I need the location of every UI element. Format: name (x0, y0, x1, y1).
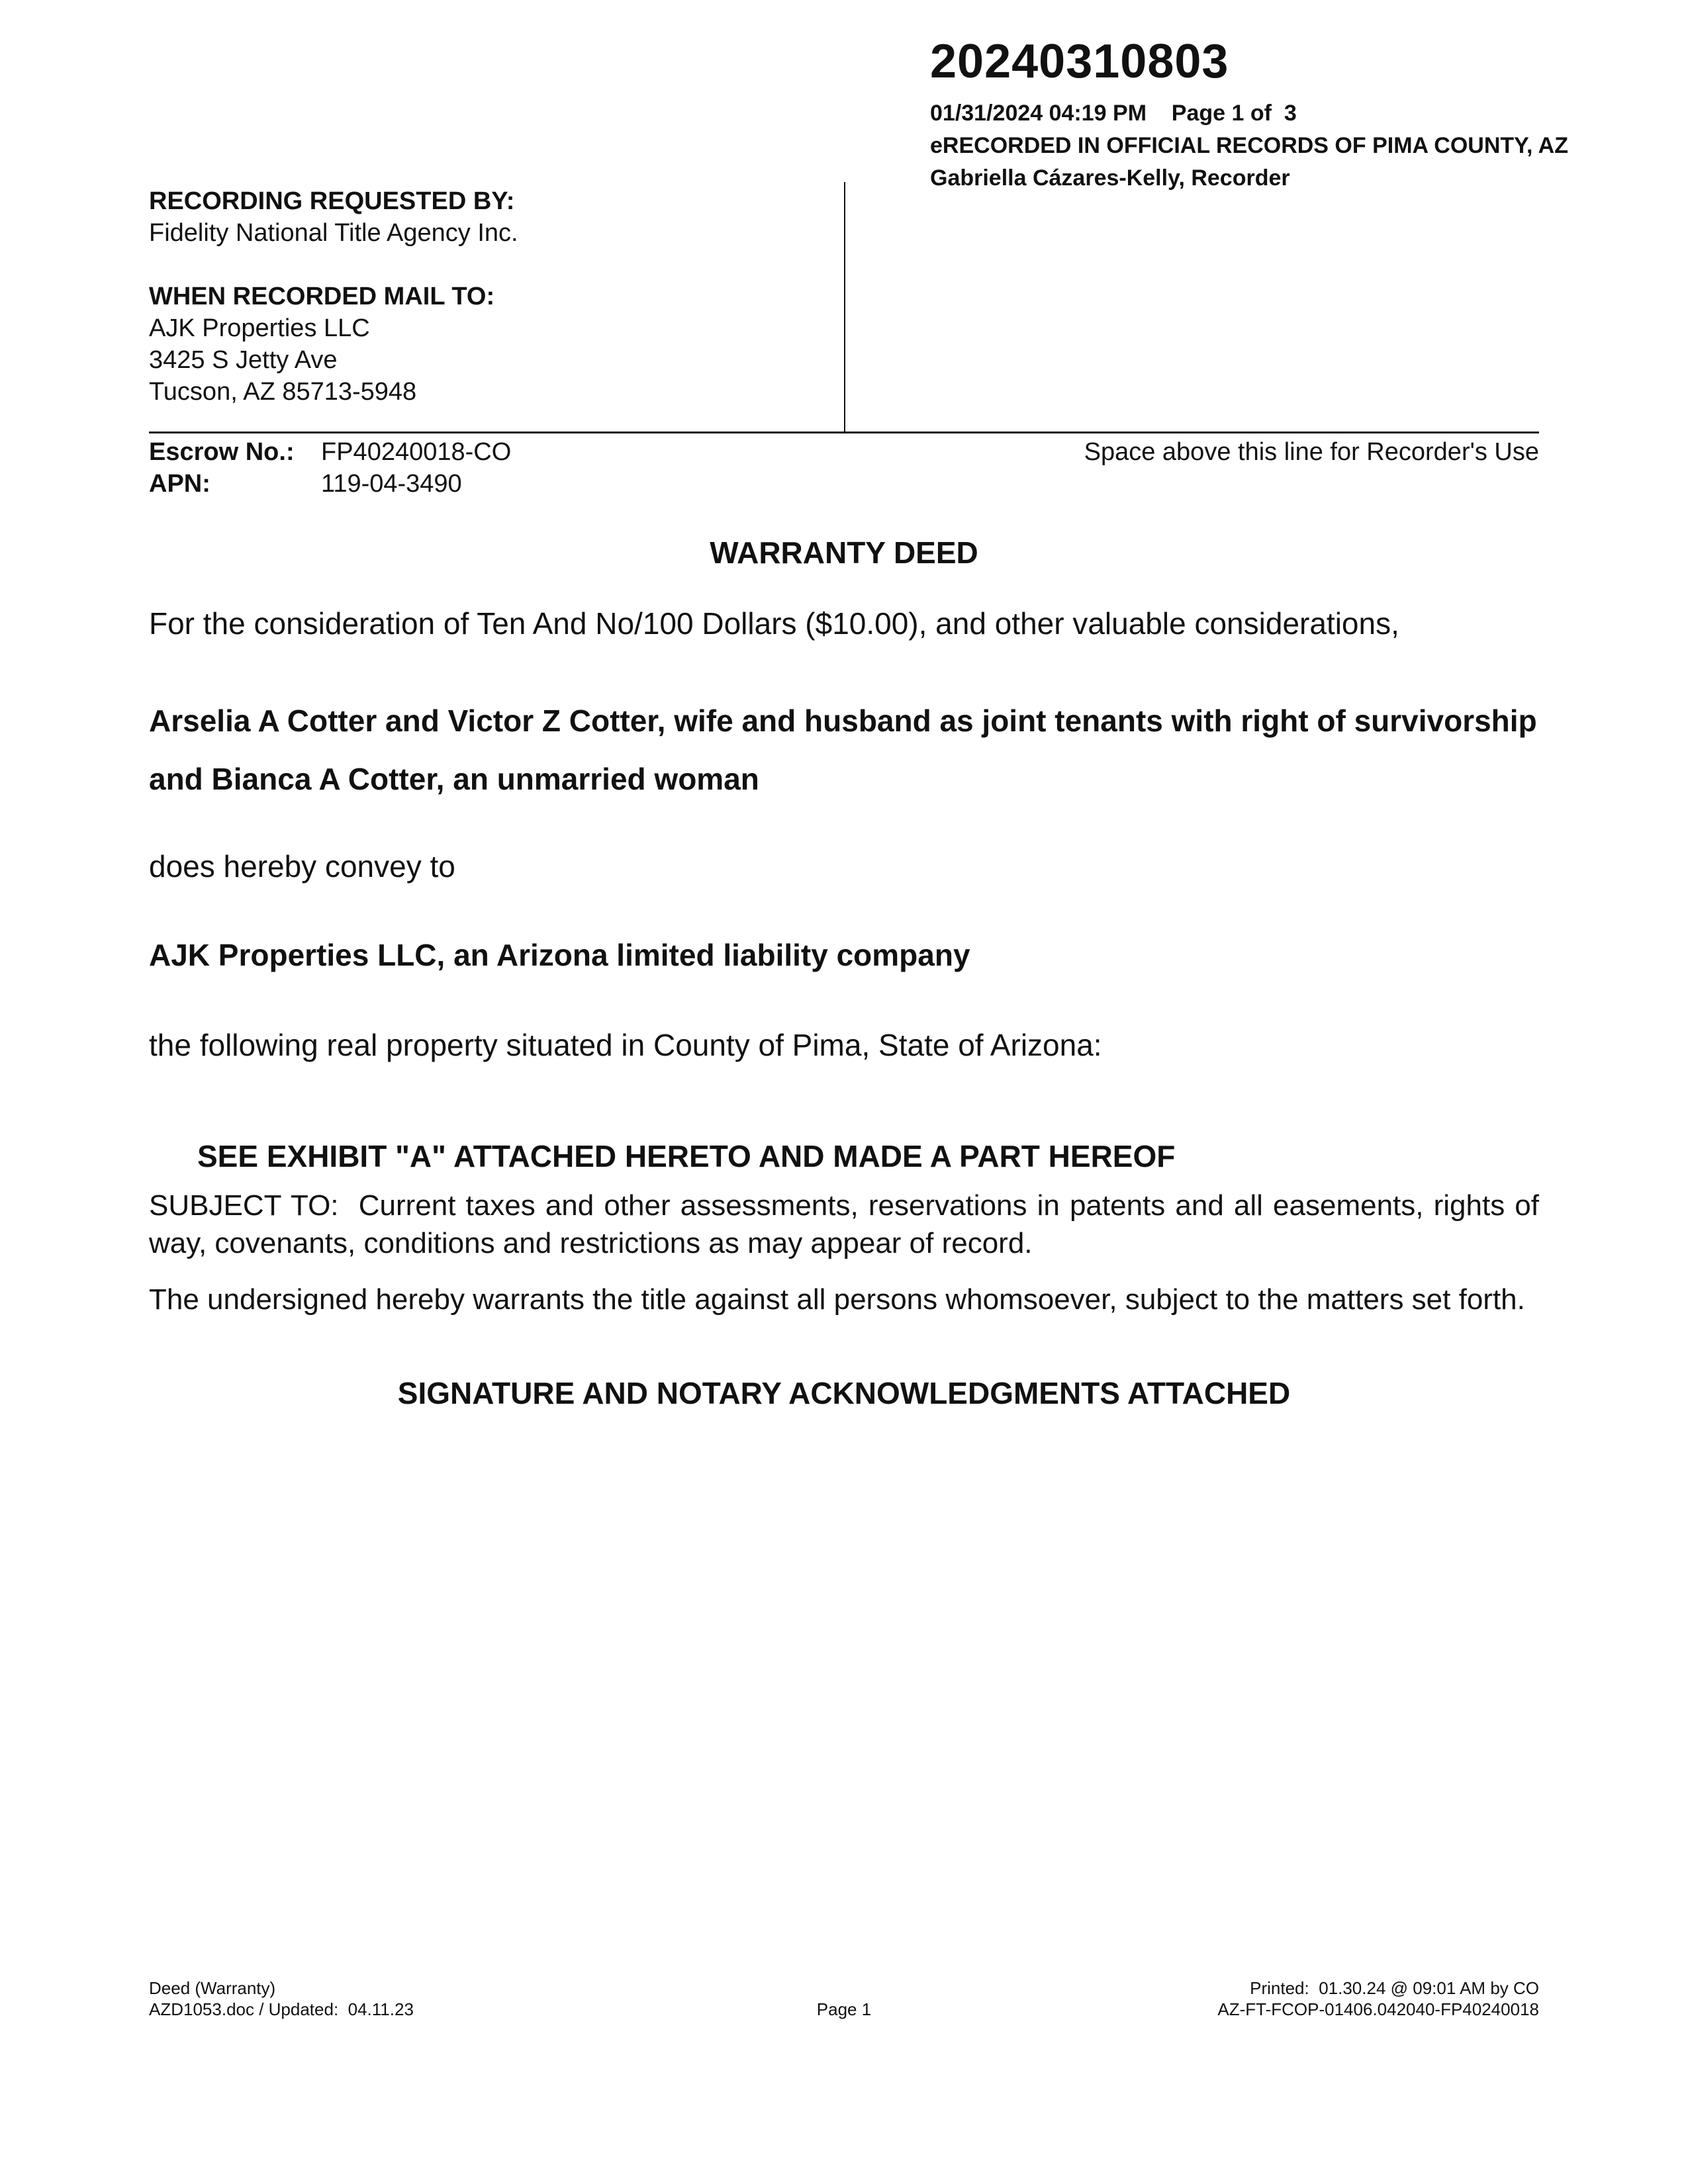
subject-to-clause: SUBJECT TO: Current taxes and other assessments, reservations in patents and all easements, rights of way, covenants, conditions and restrictions as may appear of record. (149, 1189, 1548, 1259)
document-number: 20240310803 (930, 35, 1229, 88)
mail-to-line: AJK Properties LLC (149, 314, 370, 342)
convey-text: does hereby convey to (149, 849, 455, 884)
footer-doc-type: Deed (Warranty) (149, 1978, 276, 1998)
signature-attached-note: SIGNATURE AND NOTARY ACKNOWLEDGMENTS ATTACHED (397, 1376, 1291, 1410)
recording-office: eRECORDED IN OFFICIAL RECORDS OF PIMA COUNTY, AZ (930, 133, 1569, 158)
warranty-clause: The undersigned hereby warrants the title against all persons whomsoever, subject to the matters set forth. (149, 1283, 1525, 1316)
mail-to-label: WHEN RECORDED MAIL TO: (149, 283, 495, 310)
mail-to-line: 3425 S Jetty Ave (149, 346, 338, 374)
property-location: the following real property situated in County of Pima, State of Arizona: (149, 1028, 1102, 1062)
mail-to-line: Tucson, AZ 85713-5948 (149, 378, 417, 406)
recording-requested-label: RECORDING REQUESTED BY: (149, 187, 515, 215)
vertical-divider (844, 182, 845, 432)
grantors: Arselia A Cotter and Victor Z Cotter, wife and husband as joint tenants with right of survivorship and Bianca A Cotter, an unmarried woman (149, 704, 1537, 796)
recording-date-page: 01/31/2024 04:19 PM Page 1 of 3 (930, 101, 1297, 126)
escrow-label: Escrow No.: (149, 438, 295, 466)
footer-page-number: Page 1 (816, 1999, 872, 2019)
grantee: AJK Properties LLC, an Arizona limited liability company (149, 938, 970, 972)
escrow-number: FP40240018-CO (321, 438, 512, 466)
recorder-use-note: Space above this line for Recorder's Use (1084, 438, 1539, 466)
document-title: WARRANTY DEED (710, 535, 978, 570)
footer-file-name: AZD1053.doc / Updated: 04.11.23 (149, 1999, 414, 2019)
recorder-name: Gabriella Cázares-Kelly, Recorder (930, 165, 1290, 191)
consideration-text: For the consideration of Ten And No/100 Dollars ($10.00), and other valuable considerations, (149, 606, 1399, 641)
recording-requested-value: Fidelity National Title Agency Inc. (149, 219, 518, 247)
footer-reference: AZ-FT-FCOP-01406.042040-FP40240018 (1217, 1999, 1539, 2019)
exhibit-reference: SEE EXHIBIT "A" ATTACHED HERETO AND MADE A PART HEREOF (197, 1139, 1176, 1173)
apn-number: 119-04-3490 (321, 470, 462, 498)
apn-label: APN: (149, 470, 211, 498)
footer-printed: Printed: 01.30.24 @ 09:01 AM by CO (1250, 1978, 1539, 1998)
recorder-space-divider (149, 432, 1539, 433)
